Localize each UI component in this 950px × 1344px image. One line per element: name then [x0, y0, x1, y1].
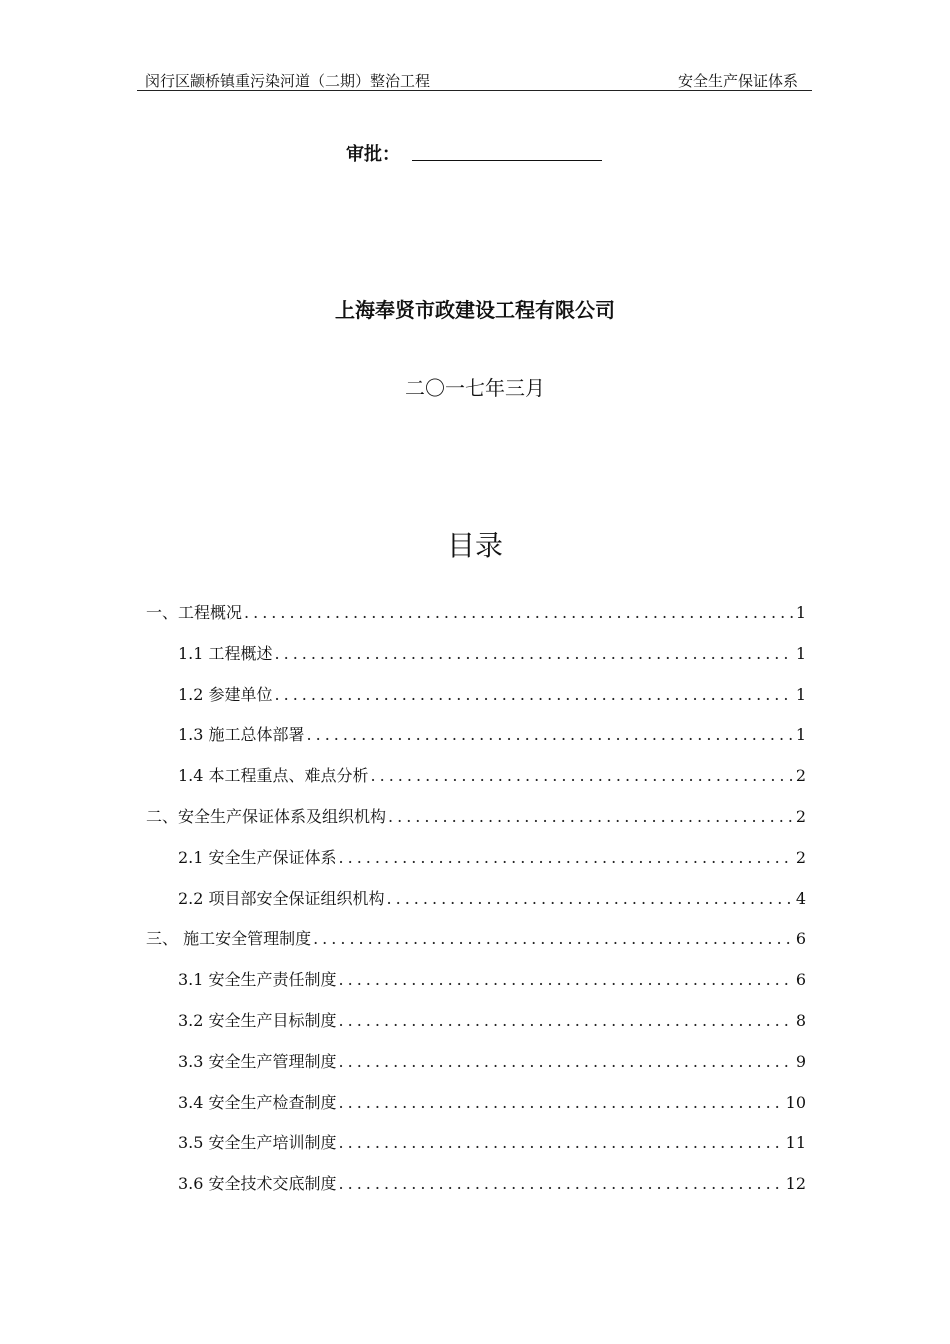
- toc-entry-label: 1.3 施工总体部署: [178, 725, 305, 744]
- toc-entry-label: 1.2 参建单位: [178, 685, 273, 704]
- toc-entry-label: 1.1 工程概述: [178, 644, 273, 663]
- toc-leader-dots: [339, 970, 794, 989]
- toc-entry[interactable]: [178, 682, 806, 706]
- toc-entry-page: 1: [795, 725, 806, 744]
- toc-entry[interactable]: [178, 886, 806, 910]
- approval-label: 审批：: [346, 144, 400, 165]
- toc-leader-dots: [307, 725, 794, 744]
- toc-leader-dots: [388, 807, 794, 826]
- toc-entry-page: 10: [785, 1093, 806, 1112]
- toc-leader-dots: [371, 766, 794, 785]
- toc-entry[interactable]: [146, 926, 806, 950]
- toc-entry[interactable]: [178, 722, 806, 746]
- toc-entry[interactable]: [146, 600, 806, 624]
- toc-leader-dots: [339, 1052, 794, 1071]
- toc-entry-label: 二、安全生产保证体系及组织机构: [146, 807, 387, 826]
- toc-entry-label: 3.1 安全生产责任制度: [178, 970, 337, 989]
- toc-entry[interactable]: [178, 1008, 806, 1032]
- toc-entry-page: 9: [795, 1052, 806, 1071]
- toc-entry-page: 2: [795, 766, 806, 785]
- toc-entry-page: 6: [795, 970, 806, 989]
- toc-entry-page: 2: [795, 807, 806, 826]
- toc-leader-dots: [313, 929, 794, 948]
- toc-leader-dots: [339, 1174, 784, 1193]
- toc-leader-dots: [387, 889, 794, 908]
- toc-leader-dots: [244, 603, 794, 622]
- header-section-title: 安全生产保证体系: [677, 72, 798, 90]
- toc-leader-dots: [275, 685, 794, 704]
- page-header: [137, 70, 812, 91]
- toc-entry-page: 1: [795, 685, 806, 704]
- toc-entry[interactable]: [178, 1049, 806, 1073]
- toc-entry-label: 1.4 本工程重点、难点分析: [178, 766, 369, 785]
- toc-entry-label: 2.1 安全生产保证体系: [178, 848, 337, 867]
- toc-entry-page: 1: [795, 644, 806, 663]
- toc-entry-label: 3.3 安全生产管理制度: [178, 1052, 337, 1071]
- toc-entry[interactable]: [178, 1130, 806, 1154]
- toc-entry-page: 12: [785, 1174, 806, 1193]
- toc-entry-page: 4: [795, 889, 806, 908]
- document-date: 二〇一七年三月: [405, 376, 545, 400]
- header-project-title: 闵行区颛桥镇重污染河道（二期）整治工程: [145, 72, 431, 90]
- toc-entry[interactable]: [178, 1090, 806, 1114]
- approval-block: [346, 140, 400, 166]
- toc-leader-dots: [339, 1133, 784, 1152]
- company-name: 上海奉贤市政建设工程有限公司: [335, 298, 615, 322]
- toc-entry-page: 6: [795, 929, 806, 948]
- toc-entry-label: 一、工程概况: [146, 603, 243, 622]
- toc-entry-label: 2.2 项目部安全保证组织机构: [178, 889, 385, 908]
- toc-entry[interactable]: [178, 1171, 806, 1195]
- toc-entry-label: 3.2 安全生产目标制度: [178, 1011, 337, 1030]
- toc-entry[interactable]: [178, 967, 806, 991]
- approval-signature-line: [412, 160, 602, 161]
- toc-leader-dots: [339, 848, 794, 867]
- toc-entry-label: 3.4 安全生产检查制度: [178, 1093, 337, 1112]
- toc-entry-page: 8: [795, 1011, 806, 1030]
- toc-leader-dots: [339, 1093, 784, 1112]
- toc-entry[interactable]: [146, 804, 806, 828]
- toc-entry[interactable]: [178, 845, 806, 869]
- toc-entry-page: 2: [795, 848, 806, 867]
- toc-entry[interactable]: [178, 763, 806, 787]
- toc-entry-page: 11: [785, 1133, 806, 1152]
- toc-entry-label: 三、 施工安全管理制度: [146, 929, 312, 948]
- toc-leader-dots: [339, 1011, 794, 1030]
- toc-entry-page: 1: [795, 603, 806, 622]
- toc-entry[interactable]: [178, 641, 806, 665]
- toc-entry-label: 3.6 安全技术交底制度: [178, 1174, 337, 1193]
- toc-leader-dots: [275, 644, 794, 663]
- toc-entry-label: 3.5 安全生产培训制度: [178, 1133, 337, 1152]
- toc-title: 目录: [446, 529, 503, 562]
